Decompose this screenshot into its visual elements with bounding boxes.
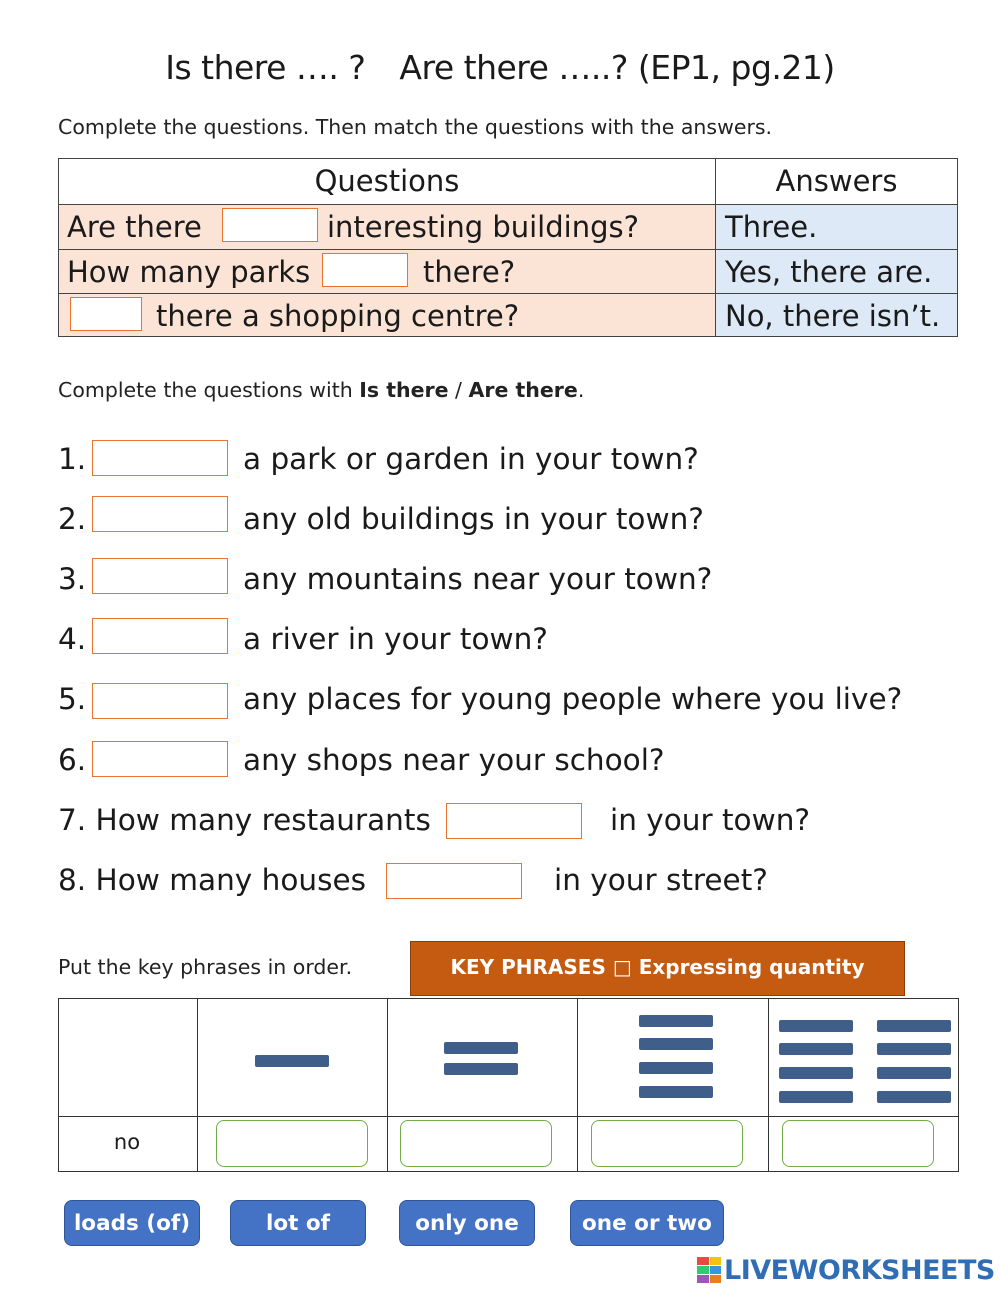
questions-header: Questions — [59, 159, 716, 204]
match-table — [58, 158, 958, 337]
answer-cell[interactable]: Three. — [716, 205, 957, 249]
question-text-before: How many parks — [67, 255, 311, 289]
instruction-order: Put the key phrases in order. — [58, 955, 353, 979]
answer-input[interactable] — [92, 741, 228, 777]
title-part-1: Is there …. ? — [165, 48, 366, 87]
quantity-bar — [639, 1038, 713, 1050]
answer-cell[interactable]: Yes, there are. — [716, 250, 957, 293]
instruction-match: Complete the questions. Then match the questions with the answers. — [58, 115, 773, 139]
answer-input[interactable] — [386, 863, 522, 899]
answer-cell[interactable]: No, there isn’t. — [716, 294, 957, 336]
quantity-bar — [255, 1055, 329, 1067]
column-divider — [577, 999, 578, 1171]
column-divider — [768, 999, 769, 1171]
instruction-fill-sep: / — [448, 378, 469, 402]
question-blank-input[interactable] — [322, 253, 408, 287]
key-phrases-header: KEY PHRASES □ Expressing quantity — [410, 941, 905, 996]
quantity-bar — [444, 1063, 518, 1075]
question-text: a park or garden in your town? — [243, 442, 699, 476]
question-number: 3. — [58, 562, 87, 596]
question-text: any shops near your school? — [243, 743, 665, 777]
quantity-bar — [877, 1043, 951, 1055]
question-prefix — [58, 803, 431, 837]
answer-input[interactable] — [446, 803, 582, 839]
question-cell — [59, 205, 716, 249]
column-divider — [197, 999, 198, 1171]
quantity-bar — [877, 1091, 951, 1103]
phrase-chip-lot-of[interactable]: lot of — [230, 1200, 366, 1246]
question-cell — [59, 294, 716, 336]
question-text: in your town? — [610, 803, 811, 837]
question-text: any old buildings in your town? — [243, 502, 704, 536]
question-prefix-text: How many restaurants — [95, 803, 431, 837]
question-blank-input[interactable] — [70, 297, 142, 331]
question-text-before: Are there — [67, 210, 202, 244]
column-divider — [387, 999, 388, 1171]
instruction-fill-bold-1: Is there — [359, 378, 449, 402]
phrase-chip-loads-of[interactable]: loads (of) — [64, 1200, 200, 1246]
phrase-drop-zone[interactable] — [782, 1120, 934, 1167]
answers-header: Answers — [775, 164, 898, 198]
question-number: 7. — [58, 803, 87, 837]
question-number: 2. — [58, 502, 87, 536]
question-number: 1. — [58, 442, 87, 476]
question-number: 6. — [58, 743, 87, 777]
row-divider — [59, 1116, 958, 1117]
quantity-bar — [877, 1020, 951, 1032]
quantity-bar — [779, 1020, 853, 1032]
question-text: in your street? — [554, 863, 768, 897]
question-number: 8. — [58, 863, 87, 897]
match-row — [59, 293, 957, 336]
liveworksheets-logo[interactable] — [697, 1255, 995, 1285]
answer-input[interactable] — [92, 558, 228, 594]
question-text-after: there a shopping centre? — [156, 299, 520, 333]
question-number: 5. — [58, 682, 87, 716]
liveworksheets-logo-icon — [697, 1257, 721, 1283]
quantity-bar — [779, 1067, 853, 1079]
question-number: 4. — [58, 622, 87, 656]
phrase-chip-only-one[interactable]: only one — [399, 1200, 535, 1246]
no-label: no — [113, 1130, 141, 1154]
question-cell — [59, 250, 716, 293]
quantity-bar — [877, 1067, 951, 1079]
phrase-chip-one-or-two[interactable]: one or two — [570, 1200, 724, 1246]
question-text-after: interesting buildings? — [327, 210, 639, 244]
question-text: any mountains near your town? — [243, 562, 713, 596]
answer-input[interactable] — [92, 683, 228, 719]
page-title — [0, 48, 1000, 87]
phrase-drop-zone[interactable] — [216, 1120, 368, 1167]
instruction-fill-bold-2: Are there — [468, 378, 578, 402]
phrase-drop-zone[interactable] — [400, 1120, 552, 1167]
quantity-bar — [779, 1043, 853, 1055]
phrase-drop-zone[interactable] — [591, 1120, 743, 1167]
answer-input[interactable] — [92, 618, 228, 654]
question-text: any places for young people where you live? — [243, 682, 903, 716]
quantity-bar — [444, 1042, 518, 1054]
quantity-bar — [639, 1086, 713, 1098]
answer-input[interactable] — [92, 496, 228, 532]
question-prefix-text: How many houses — [95, 863, 366, 897]
match-row — [59, 204, 957, 249]
quantity-bar — [639, 1062, 713, 1074]
question-text-after: there? — [423, 255, 516, 289]
quantity-bar — [639, 1015, 713, 1027]
answer-input[interactable] — [92, 440, 228, 476]
question-text: a river in your town? — [243, 622, 548, 656]
instruction-fill — [58, 378, 584, 402]
instruction-fill-post: . — [577, 378, 585, 402]
logo-text: LIVEWORKSHEETS — [724, 1254, 995, 1286]
question-prefix — [58, 863, 366, 897]
title-part-2: Are there …..? (EP1, pg.21) — [399, 48, 835, 87]
match-table-header — [59, 159, 957, 204]
match-row — [59, 249, 957, 293]
instruction-fill-pre: Complete the questions with — [58, 378, 360, 402]
question-blank-input[interactable] — [222, 208, 318, 242]
quantity-bar — [779, 1091, 853, 1103]
